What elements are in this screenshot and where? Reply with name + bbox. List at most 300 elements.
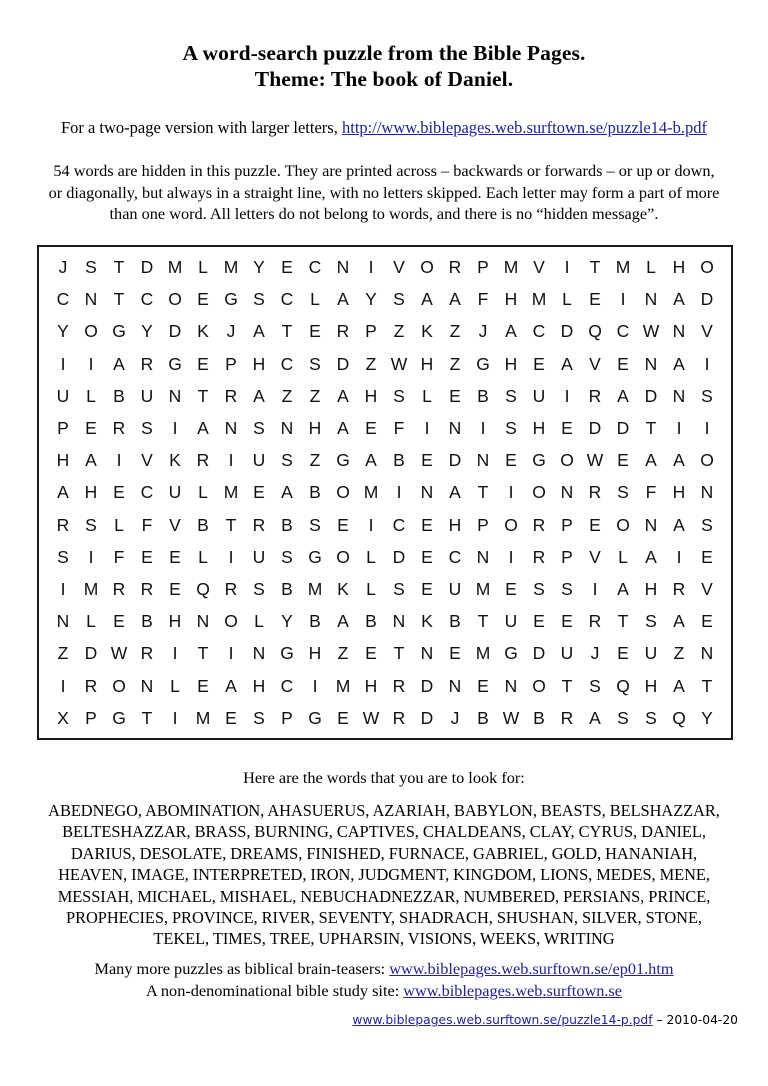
grid-cell[interactable]: A bbox=[337, 385, 349, 406]
grid-cell[interactable]: R bbox=[560, 707, 574, 728]
grid-cell[interactable]: P bbox=[365, 321, 377, 342]
grid-cell[interactable]: A bbox=[673, 353, 685, 374]
grid-cell[interactable]: G bbox=[308, 546, 322, 567]
grid-cell[interactable]: E bbox=[589, 289, 601, 310]
grid-cell[interactable]: S bbox=[393, 578, 405, 599]
grid-cell[interactable]: R bbox=[140, 578, 154, 599]
grid-cell[interactable]: M bbox=[363, 482, 379, 503]
grid-cell[interactable]: O bbox=[532, 675, 546, 696]
grid-cell[interactable]: V bbox=[533, 257, 545, 278]
grid-cell[interactable]: A bbox=[449, 289, 461, 310]
grid-cell[interactable]: I bbox=[172, 418, 178, 439]
grid-cell[interactable]: M bbox=[195, 707, 211, 728]
grid-cell[interactable]: N bbox=[700, 643, 714, 664]
grid-cell[interactable]: S bbox=[701, 514, 713, 535]
two-page-version-link[interactable]: http://www.biblepages.web.surftown.se/puzzle14-b.pdf bbox=[341, 118, 708, 137]
grid-cell[interactable]: B bbox=[197, 514, 209, 535]
grid-cell[interactable]: O bbox=[84, 321, 98, 342]
grid-cell[interactable]: P bbox=[561, 514, 573, 535]
grid-cell[interactable]: C bbox=[56, 289, 70, 310]
grid-cell[interactable]: H bbox=[84, 482, 98, 503]
grid-cell[interactable]: E bbox=[197, 675, 209, 696]
grid-cell[interactable]: U bbox=[532, 385, 546, 406]
grid-cell[interactable]: V bbox=[589, 353, 601, 374]
grid-cell[interactable]: N bbox=[476, 546, 490, 567]
grid-cell[interactable]: B bbox=[281, 578, 293, 599]
grid-cell[interactable]: I bbox=[564, 385, 570, 406]
grid-cell[interactable]: D bbox=[392, 546, 406, 567]
grid-cell[interactable]: O bbox=[336, 482, 350, 503]
grid-cell[interactable]: E bbox=[561, 418, 573, 439]
grid-cell[interactable]: A bbox=[57, 482, 69, 503]
grid-cell[interactable]: A bbox=[113, 353, 125, 374]
grid-cell[interactable]: H bbox=[644, 675, 658, 696]
grid-cell[interactable]: K bbox=[197, 321, 209, 342]
grid-cell[interactable]: S bbox=[645, 707, 657, 728]
grid-cell[interactable]: Z bbox=[449, 353, 461, 374]
grid-cell[interactable]: R bbox=[112, 578, 126, 599]
grid-cell[interactable]: U bbox=[56, 385, 70, 406]
grid-cell[interactable]: C bbox=[532, 321, 546, 342]
grid-cell[interactable]: G bbox=[168, 353, 182, 374]
grid-cell[interactable]: D bbox=[644, 385, 658, 406]
grid-cell[interactable]: I bbox=[592, 578, 598, 599]
grid-cell[interactable]: T bbox=[477, 482, 489, 503]
grid-cell[interactable]: N bbox=[476, 450, 490, 471]
grid-cell[interactable]: R bbox=[112, 418, 126, 439]
grid-cell[interactable]: E bbox=[281, 257, 293, 278]
grid-cell[interactable]: Z bbox=[337, 643, 349, 664]
grid-cell[interactable]: G bbox=[280, 643, 294, 664]
grid-cell[interactable]: N bbox=[448, 418, 462, 439]
grid-cell[interactable]: E bbox=[197, 289, 209, 310]
grid-cell[interactable]: I bbox=[88, 353, 94, 374]
word-search-grid[interactable] bbox=[37, 245, 733, 740]
grid-cell[interactable]: G bbox=[224, 289, 238, 310]
grid-cell[interactable]: A bbox=[421, 289, 433, 310]
grid-cell[interactable]: N bbox=[252, 643, 266, 664]
grid-cell[interactable]: M bbox=[223, 482, 239, 503]
grid-cell[interactable]: Z bbox=[309, 450, 321, 471]
grid-cell[interactable]: A bbox=[505, 321, 517, 342]
grid-cell[interactable]: O bbox=[112, 675, 126, 696]
grid-cell[interactable]: U bbox=[252, 450, 266, 471]
grid-cell[interactable]: N bbox=[168, 385, 182, 406]
grid-cell[interactable]: A bbox=[365, 450, 377, 471]
grid-cell[interactable]: F bbox=[645, 482, 657, 503]
grid-cell[interactable]: S bbox=[505, 385, 517, 406]
grid-cell[interactable]: S bbox=[701, 385, 713, 406]
grid-cell[interactable]: I bbox=[368, 514, 374, 535]
grid-cell[interactable]: R bbox=[140, 353, 154, 374]
grid-cell[interactable]: B bbox=[113, 385, 125, 406]
grid-cell[interactable]: Q bbox=[588, 321, 602, 342]
grid-cell[interactable]: S bbox=[561, 578, 573, 599]
grid-cell[interactable]: T bbox=[197, 643, 209, 664]
grid-cell[interactable]: N bbox=[56, 611, 70, 632]
grid-cell[interactable]: A bbox=[645, 450, 657, 471]
grid-cell[interactable]: M bbox=[307, 578, 323, 599]
grid-cell[interactable]: L bbox=[198, 257, 208, 278]
grid-cell[interactable]: O bbox=[532, 482, 546, 503]
grid-cell[interactable]: N bbox=[84, 289, 98, 310]
grid-cell[interactable]: T bbox=[141, 707, 153, 728]
grid-cell[interactable]: J bbox=[590, 643, 600, 664]
grid-cell[interactable]: I bbox=[60, 353, 66, 374]
grid-cell[interactable]: E bbox=[365, 643, 377, 664]
grid-cell[interactable]: Z bbox=[57, 643, 69, 664]
grid-cell[interactable]: N bbox=[336, 257, 350, 278]
grid-cell[interactable]: M bbox=[167, 257, 183, 278]
grid-cell[interactable]: A bbox=[673, 611, 685, 632]
grid-cell[interactable]: S bbox=[253, 578, 265, 599]
grid-cell[interactable]: N bbox=[280, 418, 294, 439]
grid-cell[interactable]: P bbox=[57, 418, 69, 439]
grid-cell[interactable]: K bbox=[421, 321, 433, 342]
grid-cell[interactable]: A bbox=[673, 514, 685, 535]
grid-cell[interactable]: O bbox=[168, 289, 182, 310]
grid-cell[interactable]: S bbox=[85, 257, 97, 278]
grid-cell[interactable]: S bbox=[393, 385, 405, 406]
grid-cell[interactable]: E bbox=[477, 675, 489, 696]
grid-cell[interactable]: U bbox=[168, 482, 182, 503]
grid-cell[interactable]: E bbox=[533, 353, 545, 374]
grid-cell[interactable]: N bbox=[560, 482, 574, 503]
grid-cell[interactable]: N bbox=[504, 675, 518, 696]
grid-cell[interactable]: S bbox=[309, 353, 321, 374]
grid-cell[interactable]: D bbox=[448, 450, 462, 471]
grid-cell[interactable]: T bbox=[561, 675, 573, 696]
grid-cell[interactable]: S bbox=[589, 675, 601, 696]
grid-cell[interactable]: C bbox=[280, 675, 294, 696]
grid-cell[interactable]: N bbox=[644, 289, 658, 310]
grid-cell[interactable]: W bbox=[502, 707, 520, 728]
grid-cell[interactable]: M bbox=[335, 675, 351, 696]
grid-cell[interactable]: L bbox=[646, 257, 656, 278]
grid-cell[interactable]: R bbox=[588, 482, 602, 503]
grid-cell[interactable]: N bbox=[420, 482, 434, 503]
grid-cell[interactable]: L bbox=[86, 385, 96, 406]
grid-cell[interactable]: V bbox=[701, 578, 713, 599]
grid-cell[interactable]: R bbox=[392, 675, 406, 696]
grid-cell[interactable]: A bbox=[645, 546, 657, 567]
grid-cell[interactable]: A bbox=[337, 289, 349, 310]
grid-cell[interactable]: A bbox=[281, 482, 293, 503]
grid-cell[interactable]: T bbox=[589, 257, 601, 278]
grid-cell[interactable]: E bbox=[113, 482, 125, 503]
grid-cell[interactable]: Z bbox=[673, 643, 685, 664]
grid-cell[interactable]: E bbox=[421, 514, 433, 535]
grid-cell[interactable]: H bbox=[252, 675, 266, 696]
grid-cell[interactable]: D bbox=[420, 675, 434, 696]
grid-cell[interactable]: B bbox=[309, 611, 321, 632]
grid-cell[interactable]: H bbox=[364, 385, 378, 406]
grid-cell[interactable]: Q bbox=[196, 578, 210, 599]
grid-cell[interactable]: Z bbox=[393, 321, 405, 342]
grid-cell[interactable]: E bbox=[337, 514, 349, 535]
grid-cell[interactable]: I bbox=[88, 546, 94, 567]
grid-cell[interactable]: A bbox=[617, 385, 629, 406]
grid-cell[interactable]: S bbox=[253, 418, 265, 439]
grid-cell[interactable]: O bbox=[420, 257, 434, 278]
grid-cell[interactable]: C bbox=[140, 482, 154, 503]
grid-cell[interactable]: S bbox=[141, 418, 153, 439]
grid-cell[interactable]: H bbox=[448, 514, 462, 535]
grid-cell[interactable]: E bbox=[533, 611, 545, 632]
grid-cell[interactable]: M bbox=[531, 289, 547, 310]
grid-cell[interactable]: I bbox=[396, 482, 402, 503]
grid-cell[interactable]: U bbox=[644, 643, 658, 664]
grid-cell[interactable]: R bbox=[392, 707, 406, 728]
grid-cell[interactable]: E bbox=[505, 450, 517, 471]
grid-cell[interactable]: D bbox=[700, 289, 714, 310]
grid-cell[interactable]: N bbox=[420, 643, 434, 664]
grid-cell[interactable]: N bbox=[196, 611, 210, 632]
grid-cell[interactable]: D bbox=[140, 257, 154, 278]
grid-cell[interactable]: E bbox=[365, 418, 377, 439]
grid-cell[interactable]: A bbox=[617, 578, 629, 599]
grid-cell[interactable]: N bbox=[644, 353, 658, 374]
grid-cell[interactable]: M bbox=[503, 257, 519, 278]
grid-cell[interactable]: I bbox=[228, 546, 234, 567]
grid-cell[interactable]: A bbox=[253, 385, 265, 406]
grid-cell[interactable]: M bbox=[615, 257, 631, 278]
grid-cell[interactable]: H bbox=[308, 418, 322, 439]
grid-cell[interactable]: H bbox=[672, 257, 686, 278]
grid-cell[interactable]: A bbox=[197, 418, 209, 439]
grid-cell[interactable]: F bbox=[477, 289, 489, 310]
grid-cell[interactable]: Y bbox=[141, 321, 153, 342]
grid-cell[interactable]: N bbox=[672, 385, 686, 406]
grid-cell[interactable]: O bbox=[336, 546, 350, 567]
grid-cell[interactable]: V bbox=[701, 321, 713, 342]
grid-cell[interactable]: B bbox=[449, 611, 461, 632]
grid-cell[interactable]: R bbox=[196, 450, 210, 471]
grid-cell[interactable]: E bbox=[421, 546, 433, 567]
grid-cell[interactable]: A bbox=[561, 353, 573, 374]
grid-cell[interactable]: R bbox=[84, 675, 98, 696]
grid-cell[interactable]: I bbox=[480, 418, 486, 439]
grid-cell[interactable]: I bbox=[564, 257, 570, 278]
grid-cell[interactable]: I bbox=[704, 418, 710, 439]
grid-cell[interactable]: B bbox=[477, 707, 489, 728]
grid-cell[interactable]: T bbox=[113, 257, 125, 278]
source-pdf-link[interactable]: www.biblepages.web.surftown.se/puzzle14-p.pdf bbox=[352, 1013, 653, 1027]
grid-cell[interactable]: N bbox=[392, 611, 406, 632]
grid-cell[interactable]: H bbox=[672, 482, 686, 503]
grid-cell[interactable]: I bbox=[508, 482, 514, 503]
grid-cell[interactable]: I bbox=[60, 675, 66, 696]
grid-cell[interactable]: J bbox=[450, 707, 460, 728]
grid-cell[interactable]: Y bbox=[281, 611, 293, 632]
grid-cell[interactable]: E bbox=[701, 546, 713, 567]
grid-cell[interactable]: L bbox=[254, 611, 264, 632]
grid-cell[interactable]: H bbox=[420, 353, 434, 374]
grid-cell[interactable]: P bbox=[85, 707, 97, 728]
grid-cell[interactable]: E bbox=[449, 643, 461, 664]
grid-cell[interactable]: O bbox=[560, 450, 574, 471]
grid-cell[interactable]: E bbox=[253, 482, 265, 503]
grid-cell[interactable]: I bbox=[312, 675, 318, 696]
grid-cell[interactable]: M bbox=[475, 643, 491, 664]
grid-cell[interactable]: E bbox=[225, 707, 237, 728]
grid-cell[interactable]: D bbox=[84, 643, 98, 664]
grid-cell[interactable]: R bbox=[532, 514, 546, 535]
grid-cell[interactable]: P bbox=[477, 257, 489, 278]
grid-cell[interactable]: T bbox=[197, 385, 209, 406]
grid-cell[interactable]: T bbox=[477, 611, 489, 632]
grid-cell[interactable]: C bbox=[448, 546, 462, 567]
grid-cell[interactable]: E bbox=[85, 418, 97, 439]
grid-cell[interactable]: A bbox=[673, 675, 685, 696]
grid-cell[interactable]: Y bbox=[253, 257, 265, 278]
grid-cell[interactable]: T bbox=[393, 643, 405, 664]
grid-cell[interactable]: B bbox=[477, 385, 489, 406]
grid-cell[interactable]: I bbox=[172, 643, 178, 664]
grid-cell[interactable]: Q bbox=[672, 707, 686, 728]
grid-cell[interactable]: A bbox=[337, 611, 349, 632]
grid-cell[interactable]: C bbox=[616, 321, 630, 342]
grid-cell[interactable]: I bbox=[172, 707, 178, 728]
grid-cell[interactable]: O bbox=[504, 514, 518, 535]
grid-cell[interactable]: L bbox=[198, 482, 208, 503]
grid-cell[interactable]: Y bbox=[57, 321, 69, 342]
grid-cell[interactable]: C bbox=[392, 514, 406, 535]
grid-cell[interactable]: S bbox=[309, 514, 321, 535]
grid-cell[interactable]: V bbox=[141, 450, 153, 471]
grid-cell[interactable]: M bbox=[83, 578, 99, 599]
grid-cell[interactable]: W bbox=[110, 643, 128, 664]
grid-cell[interactable]: W bbox=[586, 450, 604, 471]
grid-cell[interactable]: E bbox=[309, 321, 321, 342]
grid-cell[interactable]: E bbox=[337, 707, 349, 728]
grid-cell[interactable]: A bbox=[673, 289, 685, 310]
grid-cell[interactable]: L bbox=[422, 385, 432, 406]
grid-cell[interactable]: N bbox=[644, 514, 658, 535]
grid-cell[interactable]: A bbox=[337, 418, 349, 439]
grid-cell[interactable]: D bbox=[168, 321, 182, 342]
grid-cell[interactable]: E bbox=[505, 578, 517, 599]
grid-cell[interactable]: I bbox=[620, 289, 626, 310]
grid-cell[interactable]: H bbox=[504, 289, 518, 310]
grid-cell[interactable]: R bbox=[532, 546, 546, 567]
grid-cell[interactable]: V bbox=[589, 546, 601, 567]
grid-cell[interactable]: R bbox=[140, 643, 154, 664]
grid-cell[interactable]: D bbox=[588, 418, 602, 439]
grid-cell[interactable]: D bbox=[616, 418, 630, 439]
grid-cell[interactable]: A bbox=[225, 675, 237, 696]
grid-cell[interactable]: W bbox=[362, 707, 380, 728]
grid-cell[interactable]: G bbox=[112, 707, 126, 728]
grid-cell[interactable]: H bbox=[532, 418, 546, 439]
grid-cell[interactable]: T bbox=[225, 514, 237, 535]
grid-cell[interactable]: L bbox=[366, 578, 376, 599]
grid-cell[interactable]: I bbox=[704, 353, 710, 374]
grid-cell[interactable]: E bbox=[113, 611, 125, 632]
grid-cell[interactable]: O bbox=[700, 257, 714, 278]
grid-cell[interactable]: S bbox=[645, 611, 657, 632]
grid-cell[interactable]: F bbox=[141, 514, 153, 535]
grid-cell[interactable]: B bbox=[533, 707, 545, 728]
grid-cell[interactable]: T bbox=[701, 675, 713, 696]
grid-cell[interactable]: E bbox=[169, 578, 181, 599]
grid-cell[interactable]: H bbox=[308, 643, 322, 664]
grid-cell[interactable]: E bbox=[449, 385, 461, 406]
grid-cell[interactable]: O bbox=[700, 450, 714, 471]
grid-cell[interactable]: P bbox=[281, 707, 293, 728]
grid-cell[interactable]: O bbox=[616, 514, 630, 535]
grid-cell[interactable]: S bbox=[505, 418, 517, 439]
grid-cell[interactable]: Y bbox=[365, 289, 377, 310]
grid-cell[interactable]: S bbox=[253, 289, 265, 310]
grid-cell[interactable]: I bbox=[676, 546, 682, 567]
grid-cell[interactable]: R bbox=[448, 257, 462, 278]
grid-cell[interactable]: A bbox=[253, 321, 265, 342]
grid-cell[interactable]: U bbox=[252, 546, 266, 567]
grid-cell[interactable]: T bbox=[617, 611, 629, 632]
grid-cell[interactable]: I bbox=[228, 450, 234, 471]
grid-cell[interactable]: S bbox=[281, 546, 293, 567]
grid-cell[interactable]: S bbox=[617, 482, 629, 503]
grid-cell[interactable]: I bbox=[508, 546, 514, 567]
grid-cell[interactable]: K bbox=[169, 450, 181, 471]
grid-cell[interactable]: R bbox=[224, 578, 238, 599]
grid-cell[interactable]: S bbox=[533, 578, 545, 599]
grid-cell[interactable]: M bbox=[223, 257, 239, 278]
grid-cell[interactable]: B bbox=[309, 482, 321, 503]
grid-cell[interactable]: S bbox=[253, 707, 265, 728]
grid-cell[interactable]: R bbox=[252, 514, 266, 535]
grid-cell[interactable]: U bbox=[140, 385, 154, 406]
grid-cell[interactable]: I bbox=[60, 578, 66, 599]
grid-cell[interactable]: T bbox=[113, 289, 125, 310]
grid-cell[interactable]: H bbox=[168, 611, 182, 632]
grid-cell[interactable]: I bbox=[228, 643, 234, 664]
grid-cell[interactable]: G bbox=[504, 643, 518, 664]
grid-cell[interactable]: I bbox=[424, 418, 430, 439]
grid-cell[interactable]: P bbox=[477, 514, 489, 535]
grid-cell[interactable]: I bbox=[368, 257, 374, 278]
grid-cell[interactable]: G bbox=[476, 353, 490, 374]
grid-cell[interactable]: E bbox=[141, 546, 153, 567]
grid-cell[interactable]: A bbox=[673, 450, 685, 471]
grid-cell[interactable]: S bbox=[281, 450, 293, 471]
grid-cell[interactable]: R bbox=[56, 514, 70, 535]
grid-cell[interactable]: E bbox=[701, 611, 713, 632]
grid-cell[interactable]: R bbox=[224, 385, 238, 406]
grid-cell[interactable]: K bbox=[421, 611, 433, 632]
grid-cell[interactable]: F bbox=[393, 418, 405, 439]
grid-cell[interactable]: N bbox=[448, 675, 462, 696]
grid-cell[interactable]: S bbox=[617, 707, 629, 728]
grid-cell[interactable]: W bbox=[642, 321, 660, 342]
grid-cell[interactable]: E bbox=[169, 546, 181, 567]
grid-cell[interactable]: Z bbox=[309, 385, 321, 406]
grid-cell[interactable]: U bbox=[504, 611, 518, 632]
grid-cell[interactable]: J bbox=[226, 321, 236, 342]
grid-cell[interactable]: V bbox=[393, 257, 405, 278]
grid-cell[interactable]: E bbox=[617, 450, 629, 471]
grid-cell[interactable]: G bbox=[336, 450, 350, 471]
grid-cell[interactable]: D bbox=[336, 353, 350, 374]
grid-cell[interactable]: L bbox=[310, 289, 320, 310]
grid-cell[interactable]: H bbox=[252, 353, 266, 374]
grid-cell[interactable]: B bbox=[281, 514, 293, 535]
grid-cell[interactable]: K bbox=[337, 578, 349, 599]
grid-cell[interactable]: G bbox=[532, 450, 546, 471]
grid-cell[interactable]: C bbox=[280, 353, 294, 374]
grid-cell[interactable]: E bbox=[617, 353, 629, 374]
